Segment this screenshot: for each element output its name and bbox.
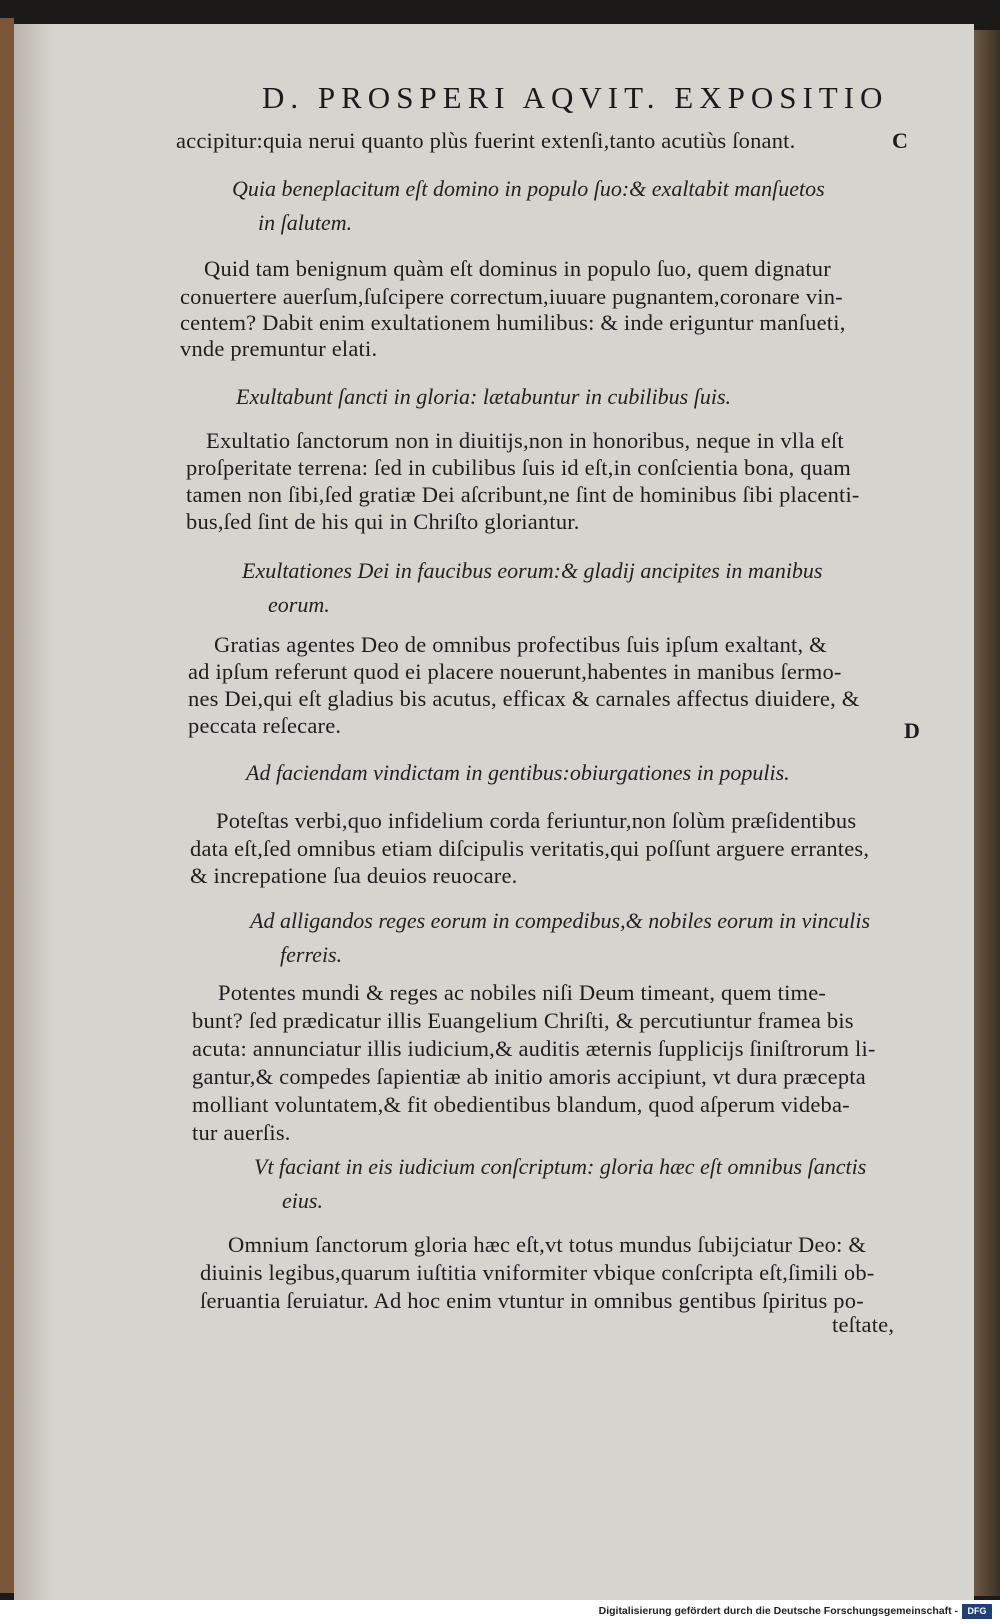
text-line: & increpatione ſua deuios reuocare. [190,863,518,888]
text-line: gantur,& compedes ſapientiæ ab initio amoris accipiunt, vt dura præcepta [192,1064,866,1089]
psalm-verse: Exultabunt ſancti in gloria: lætabuntur in cubilibus ſuis. [236,384,731,409]
text-line: Poteſtas verbi,quo infidelium corda feriuntur,non ſolùm præſidentibus [216,808,857,833]
text-line: proſperitate terrena: ſed in cubilibus ſuis id eſt,in conſcientia bona, quam [186,455,852,480]
text-line: Potentes mundi & reges ac nobiles niſi Deum timeant, quem time- [218,980,827,1005]
psalm-verse: Quia beneplacitum eſt domino in populo ſuo:& exaltabit manſuetos [232,176,825,201]
text-line: bunt? ſed prædicatur illis Euangelium Chriſti, & percutiuntur framea bis [192,1008,854,1033]
text-line: ſeruantia ſeruiatur. Ad hoc enim vtuntur in omnibus gentibus ſpiritus po- [200,1288,864,1313]
text-line: data eſt,ſed omnibus etiam diſcipulis veritatis,qui poſſunt arguere errantes, [190,836,870,861]
text-line: Quid tam benignum quàm eſt dominus in populo ſuo, quem dignatur [204,256,831,281]
text-line: Omnium ſanctorum gloria hæc eſt,vt totus mundus ſubijciatur Deo: & [228,1232,867,1257]
text-line: Gratias agentes Deo de omnibus profectibus ſuis ipſum exaltant, & [214,632,827,657]
text-line: ad ipſum referunt quod ei placere nouerunt,habentes in manibus ſermo- [188,659,842,684]
text-line: tur auerſis. [192,1120,291,1145]
text-line: peccata reſecare. [188,713,342,738]
text-line: molliant voluntatem,& fit obedientibus blandum, quod aſperum videba- [192,1092,850,1117]
dfg-logo: DFG [962,1604,992,1619]
text-line: acuta: annunciatur illis iudicium,& auditis æternis ſupplicijs ſiniſtrorum li- [192,1036,876,1061]
text-line: teſtate, [832,1312,895,1337]
text-line: accipitur:quia nerui quanto plùs fuerint extenſi,tanto acutiùs ſonant. [176,128,796,153]
psalm-verse: Ad faciendam vindictam in gentibus:obiurgationes in populis. [246,760,790,785]
psalm-verse: Vt faciant in eis iudicium conſcriptum: gloria hæc eſt omnibus ſanctis [254,1154,867,1179]
margin-letter-c: C [892,128,908,153]
margin-letter-d: D [904,718,920,743]
text-line: vnde premuntur elati. [180,336,378,361]
footer-credit: Digitalisierung gefördert durch die Deutsche Forschungsgemeinschaft - [598,1605,958,1617]
text-line: Exultatio ſanctorum non in diuitijs,non in honoribus, neque in vlla eſt [206,428,844,453]
text-line: centem? Dabit enim exultationem humilibus: & inde eriguntur manſueti, [180,310,846,335]
psalm-verse: in ſalutem. [258,210,353,235]
text-line: conuertere auerſum,ſuſcipere correctum,iuuare pugnantem,coronare vin- [180,284,843,309]
digitization-footer [0,1600,1000,1624]
running-head: D. PROSPERI AQVIT. EXPOSITIO [262,80,889,115]
psalm-verse: eius. [282,1188,323,1213]
psalm-verse: ferreis. [280,942,343,967]
psalm-verse: Ad alligandos reges eorum in compedibus,& nobiles eorum in vinculis [250,908,871,933]
psalm-verse: Exultationes Dei in faucibus eorum:& gladij ancipites in manibus [242,558,823,583]
text-line: nes Dei,qui eſt gladius bis acutus, efficax & carnales affectus diuidere, & [188,686,860,711]
text-line: diuinis legibus,quarum iuſtitia vniformiter vbique conſcripta eſt,ſimili ob- [200,1260,875,1285]
page-gutter-shadow [14,24,54,1600]
text-line: tamen non ſibi,ſed gratiæ Dei aſcribunt,ne ſint de hominibus ſibi placenti- [186,482,860,507]
psalm-verse: eorum. [268,592,330,617]
text-line: bus,ſed ſint de his qui in Chriſto gloriantur. [186,509,580,534]
book-cover-edge [0,18,14,1593]
book-cover-edge-right [974,30,1000,1596]
